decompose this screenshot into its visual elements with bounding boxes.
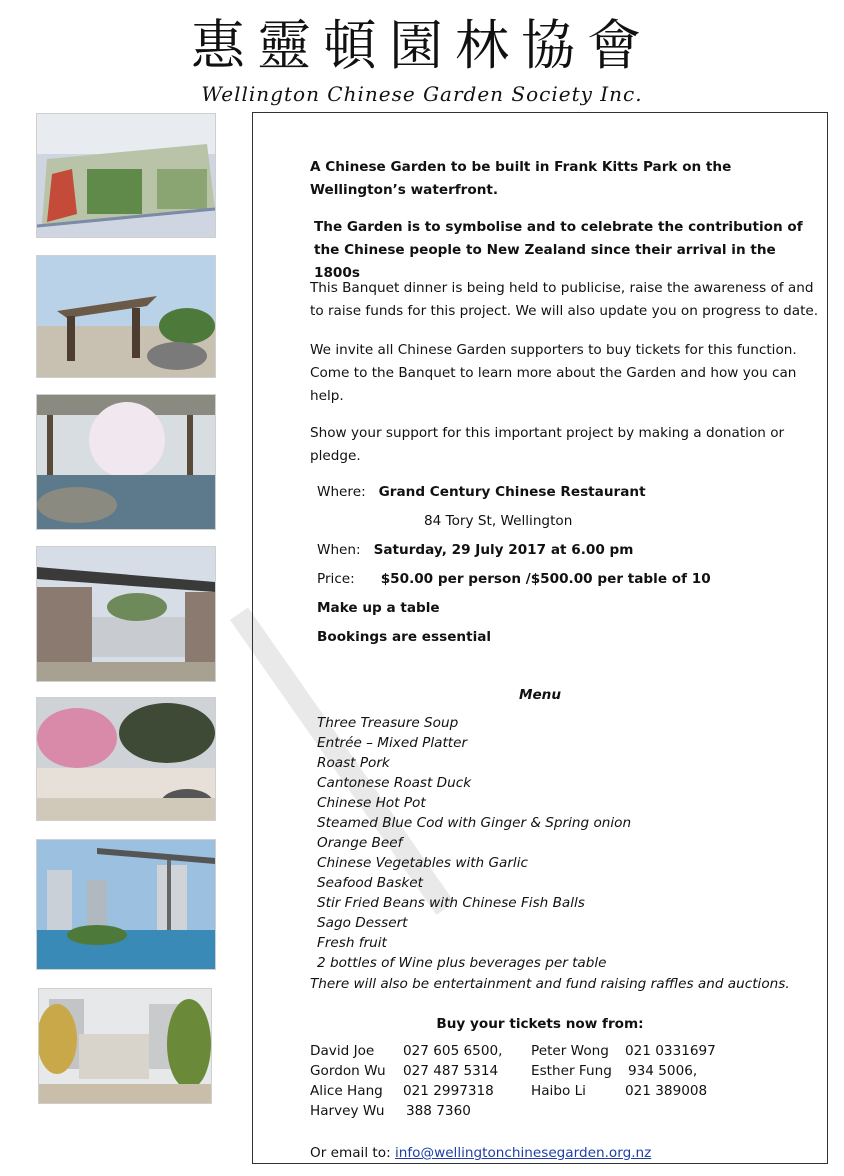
tickets-title: Buy your tickets now from:: [436, 1016, 644, 1032]
contact-name: Peter Wong: [531, 1043, 609, 1059]
garden-pavilion-image: [36, 255, 216, 378]
contact-phone: 021 0331697: [625, 1043, 716, 1059]
menu-item: Three Treasure Soup: [317, 715, 459, 731]
paragraph-invite: We invite all Chinese Garden supporters to buy tickets for this function. Come to the Banquet to learn more about the Garden and how you can help.: [310, 342, 797, 404]
menu-item: Entrée – Mixed Platter: [317, 735, 468, 751]
contact-phone: 021 389008: [625, 1083, 708, 1099]
contact-name: Esther Fung: [531, 1063, 612, 1079]
where-label: Where:: [317, 484, 366, 500]
paragraph-support: Show your support for this important project by making a donation or pledge.: [310, 425, 785, 464]
table-note: Make up a table: [317, 600, 440, 616]
price-row: [317, 568, 711, 591]
garden-wall-image: [36, 546, 216, 682]
intro-line-2: The Garden is to symbolise and to celebrate the contribution of the Chinese people to New Zealand since their arrival in the 1800s: [314, 219, 803, 281]
contact-name: Harvey Wu: [310, 1103, 385, 1119]
contact-name: Haibo Li: [531, 1083, 586, 1099]
intro-line-1: A Chinese Garden to be built in Frank Kitts Park on the Wellington’s waterfront.: [310, 159, 732, 198]
garden-waterfront-image: [36, 839, 216, 970]
menu-list: [317, 713, 631, 973]
menu-item: Sago Dessert: [317, 915, 408, 931]
ticket-price: $50.00 per person /$500.00 per table of 10: [380, 571, 711, 587]
contact-name: David Joe: [310, 1043, 375, 1059]
venue-address: 84 Tory St, Wellington: [424, 513, 573, 529]
contact-name: Alice Hang: [310, 1083, 383, 1099]
menu-item: Stir Fried Beans with Chinese Fish Balls: [317, 895, 585, 911]
event-date: Saturday, 29 July 2017 at 6.00 pm: [373, 542, 634, 558]
menu-item: Cantonese Roast Duck: [317, 775, 472, 791]
menu-title: Menu: [518, 687, 562, 703]
contact-phone: 027 605 6500,: [403, 1043, 503, 1059]
email-label: Or email to:: [310, 1145, 391, 1161]
menu-item: Steamed Blue Cod with Ginger & Spring onion: [317, 815, 632, 831]
contact-phone: 934 5006,: [628, 1063, 698, 1079]
where-row: [317, 481, 646, 504]
garden-pond-image: [36, 394, 216, 530]
when-row: [317, 539, 633, 562]
venue-name: Grand Century Chinese Restaurant: [378, 484, 646, 500]
when-label: When:: [317, 542, 361, 558]
contact-name: Gordon Wu: [310, 1063, 386, 1079]
garden-plan-image: [36, 113, 216, 238]
english-title: Wellington Chinese Garden Society Inc.: [201, 82, 643, 106]
booking-note: Bookings are essential: [317, 629, 492, 645]
menu-item: Chinese Vegetables with Garlic: [317, 855, 528, 871]
menu-item: Roast Pork: [317, 755, 390, 771]
menu-item: Orange Beef: [317, 835, 403, 851]
garden-gateway-image: [38, 988, 212, 1104]
email-link[interactable]: info@wellingtonchinesegarden.org.nz: [394, 1145, 652, 1161]
menu-item: Fresh fruit: [317, 935, 387, 951]
paragraph-purpose: This Banquet dinner is being held to publicise, raise the awareness of and to raise funds for this project. We will also update you on progress to date.: [310, 280, 819, 319]
garden-blossom-image: [36, 697, 216, 821]
contact-phone: 388 7360: [406, 1103, 471, 1119]
menu-item: Chinese Hot Pot: [317, 795, 426, 811]
entertainment-note: There will also be entertainment and fund raising raffles and auctions.: [310, 976, 790, 992]
contact-phone: 021 2997318: [403, 1083, 494, 1099]
email-line: [310, 1142, 651, 1165]
price-label: Price:: [317, 571, 355, 587]
chinese-title: 惠靈頓園林協會: [191, 14, 653, 77]
menu-item: Seafood Basket: [317, 875, 423, 891]
menu-item: 2 bottles of Wine plus beverages per table: [317, 955, 607, 971]
contact-phone: 027 487 5314: [403, 1063, 499, 1079]
